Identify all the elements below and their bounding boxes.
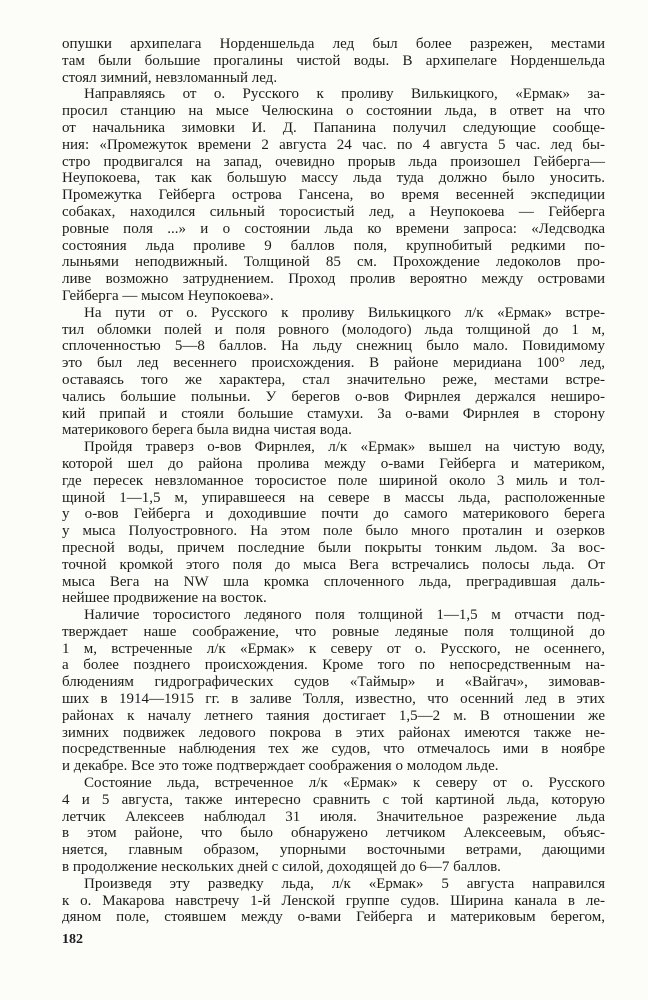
text-line: стро продвигался на запад, очевидно прорыв льда произошел Гейберга—: [62, 153, 605, 170]
text-line: сплоченностью 5—8 баллов. На льду снежниц было мало. Повидимому: [62, 338, 605, 355]
text-line: а более позднего происхождения. Кроме того по непосредственным на-: [62, 657, 605, 674]
text-line: пресной воды, причем последние были покрыты тонким льдом. За вос-: [62, 539, 605, 556]
text-line: Гейберга — мысом Неупокоева».: [62, 287, 274, 304]
text-line: тил обломки полей и поля ровного (молодого) льда толщиной до 1 м,: [62, 321, 605, 338]
paragraph: [62, 36, 605, 86]
text-line: Промежутка Гейберга острова Гансена, во время весенней экспедиции: [62, 187, 605, 204]
paragraph: [62, 86, 605, 304]
text-line: к о. Макарова навстречу 1-й Ленской группе судов. Ширина канала в ле-: [62, 892, 605, 909]
text-line: точной кромкой этого поля до мыса Вега встречались полосы льда. От: [62, 556, 605, 573]
text-line: Неупокоева, так как большую массу льда туда должно было уносить.: [62, 170, 605, 187]
text-line: собаках, находился сильный торосистый лед, а Неупокоева — Гейберга: [62, 203, 605, 220]
text-line: материкового берега была видна чистая вода.: [62, 422, 352, 439]
text-line: Наличие торосистого ледяного поля толщиной 1—1,5 м отчасти под-: [84, 607, 605, 624]
text-line: няется, главным образом, упорными восточными ветрами, дающими: [62, 842, 605, 859]
text-line: посредственные наблюдения тех же судов, что отмечалось ими в ноябре: [62, 741, 605, 758]
page-body: [62, 36, 605, 926]
text-line: в этом районе, что было обнаружено летчиком Алексеевым, объяс-: [62, 825, 605, 842]
text-line: от начальника зимовки И. Д. Папанина получил следующие сообще-: [62, 119, 605, 136]
text-line: где пересек невзломанное торосистое поле шириной около 3 миль и тол-: [62, 472, 605, 489]
text-line: На пути от о. Русского к проливу Вилькицкого л/к «Ермак» встре-: [84, 304, 605, 321]
text-line: летчик Алексеев наблюдал 31 июля. Значительное разрежение льда: [62, 808, 605, 825]
text-line: Направляясь от о. Русского к проливу Вилькицкого, «Ермак» за-: [84, 86, 605, 103]
text-line: лыньями неподвижный. Толщиной 85 см. Прохождение ледоколов про-: [62, 254, 605, 271]
text-line: кий припай и стояли большие стамухи. За о-вами Фирнлея в сторону: [62, 405, 605, 422]
paragraph: [62, 607, 605, 775]
text-line: которой шел до района пролива между о-вами Гейберга и материком,: [62, 455, 605, 472]
paragraph: [62, 775, 605, 876]
text-line: 4 и 5 августа, также интересно сравнить с той картиной льда, которую: [62, 791, 605, 808]
text-line: зимних подвижек ледового покрова в этих районах имеются также не-: [62, 724, 605, 741]
text-line: щиной 1—1,5 м, упиравшееся на севере в массы льда, расположенные: [62, 489, 605, 506]
text-line: тверждает наше соображение, что ровные ледяные поля толщиной до: [62, 623, 605, 640]
page-number: 182: [62, 932, 83, 947]
text-line: состояния льда проливе 9 баллов поля, крупнобитый редкими по-: [62, 237, 605, 254]
text-line: просил станцию на мысе Челюскина о состоянии льда, в ответ на что: [62, 103, 605, 120]
text-line: ровные поля ...» и о состоянии льда ко времени запроса: «Ледсводка: [62, 220, 605, 237]
text-line: блюдениям гидрографических судов «Таймыр» и «Вайгач», зимовав-: [62, 674, 605, 691]
text-line: в продолжение нескольких дней с силой, доходящей до 6—7 баллов.: [62, 859, 501, 876]
paragraph: [62, 876, 605, 926]
text-line: ших в 1914—1915 гг. в заливе Толля, известно, что осенний лед в этих: [62, 691, 605, 708]
text-line: дяном поле, стоявшем между о-вами Гейберга и материковым берегом,: [62, 909, 605, 926]
text-line: ливе возможно затруднением. Проход пролив вероятно между островами: [62, 271, 605, 288]
text-line: опушки архипелага Норденшельда лед был более разрежен, местами: [62, 36, 605, 52]
text-line: Пройдя траверз о-вов Фирнлея, л/к «Ермак» вышел на чистую воду,: [84, 439, 605, 456]
text-line: мыса Вега на NW шла кромка сплоченного льда, преградившая даль-: [62, 573, 605, 590]
text-line: чались большие полыньи. У берегов о-вов Фирнлея держался неширо-: [62, 388, 605, 405]
text-line: Состояние льда, встреченное л/к «Ермак» к северу от о. Русского: [84, 775, 605, 792]
text-line: и декабре. Все это тоже подтверждает соображения о молодом льде.: [62, 758, 499, 775]
paragraph: [62, 439, 605, 607]
text-line: ния: «Промежуток времени 2 августа 24 час. по 4 августа 5 час. лед бы-: [62, 136, 605, 153]
text-line: стоял зимний, невзломанный лед.: [62, 69, 278, 86]
paragraph: [62, 305, 605, 439]
text-line: у мыса Полуостровного. На этом поле было много проталин и озерков: [62, 523, 605, 540]
text-line: оставаясь того же характера, стал значительно реже, местами встре-: [62, 371, 605, 388]
text-line: это был лед весеннего происхождения. В районе меридиана 100° лед,: [62, 355, 605, 372]
text-line: районах к началу летнего таяния достигает 1,5—2 м. В отношении же: [62, 707, 605, 724]
text-line: у о-вов Гейберга и доходившие почти до самого материкового берега: [62, 506, 605, 523]
text-line: Произведя эту разведку льда, л/к «Ермак» 5 августа направился: [84, 875, 605, 892]
text-line: 1 м, встреченные л/к «Ермак» к северу от о. Русского, не осеннего,: [62, 640, 605, 657]
text-line: там были большие прогалины чистой воды. В архипелаге Норденшельда: [62, 52, 605, 69]
text-line: нейшее продвижение на восток.: [62, 590, 267, 607]
